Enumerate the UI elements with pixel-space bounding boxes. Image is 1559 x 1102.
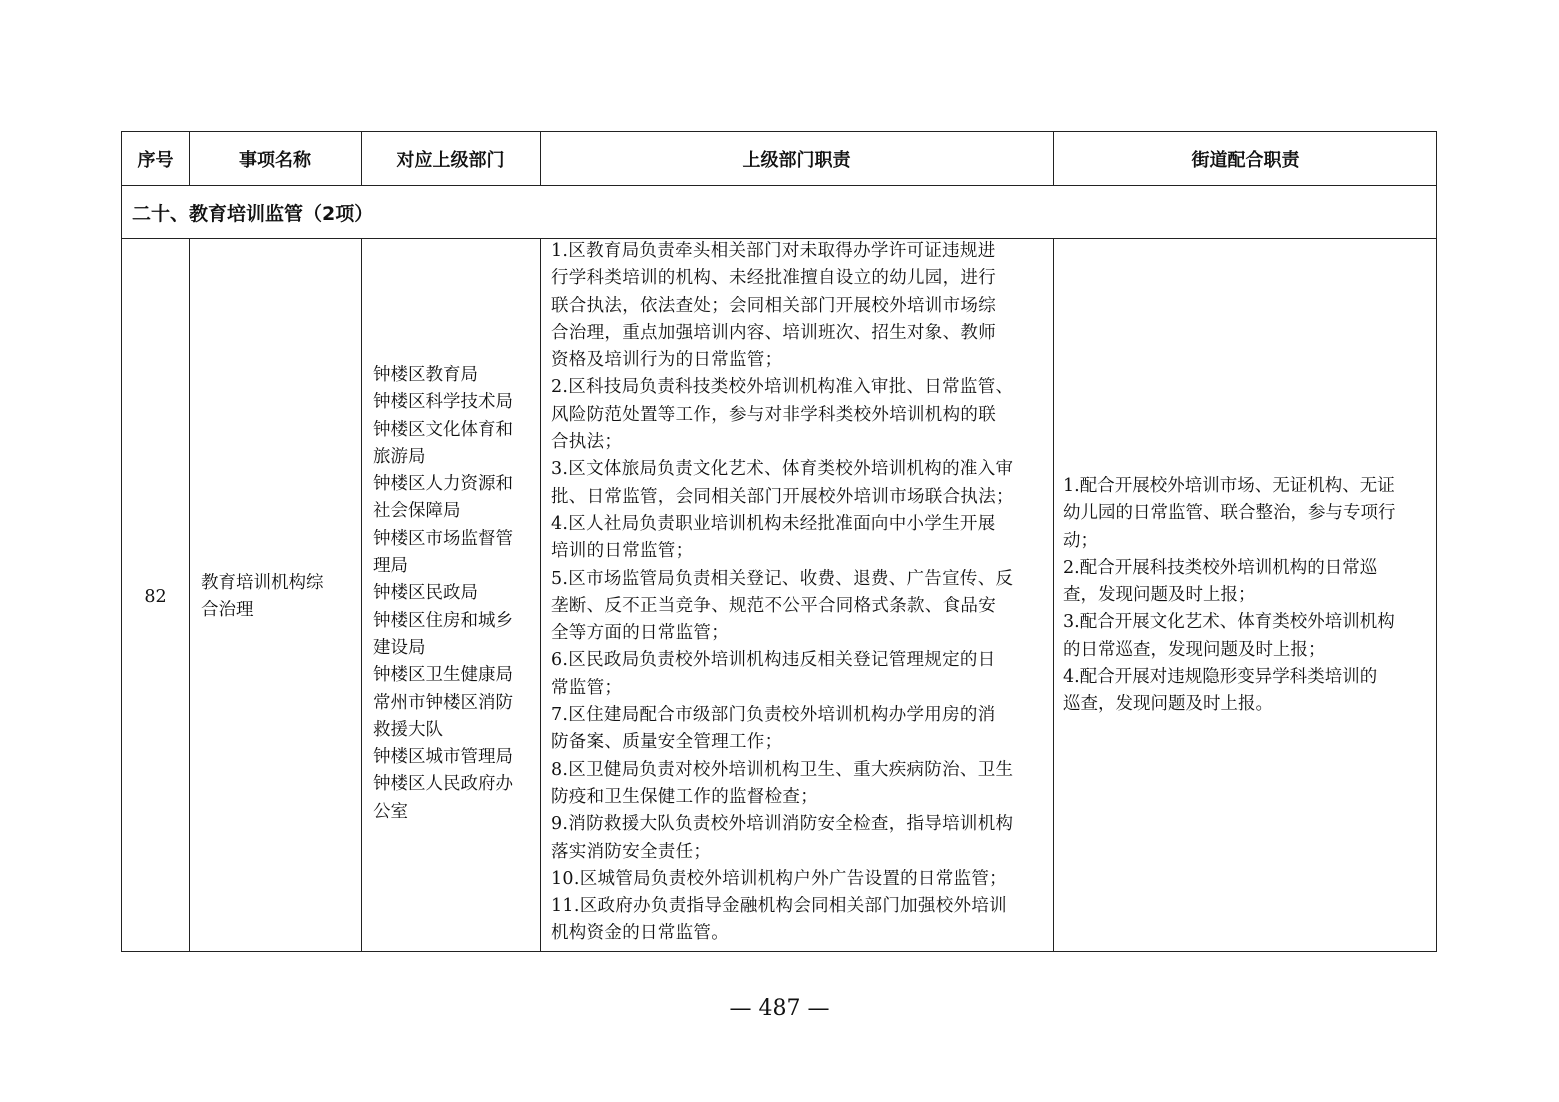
text-line: 防备案、质量安全管理工作；	[551, 732, 783, 753]
text-line: 落实消防安全责任；	[551, 841, 712, 862]
text-line: 常州市钟楼区消防	[373, 692, 513, 713]
text-line: 1.区教育局负责牵头相关部门对未取得办学许可证违规进	[551, 241, 996, 261]
header-street-duties: 街道配合职责	[1191, 150, 1300, 171]
text-line: 救援大队	[373, 719, 443, 740]
departments-list	[373, 362, 513, 826]
column-divider	[540, 239, 541, 951]
text-line: 巡查，发现问题及时上报。	[1063, 694, 1273, 715]
text-line: 钟楼区人力资源和	[373, 474, 513, 495]
text-line: 5.区市场监管局负责相关登记、收费、退费、广告宣传、反	[551, 568, 1014, 589]
text-line: 资格及培训行为的日常监管；	[551, 350, 783, 371]
text-line: 钟楼区文化体育和	[373, 419, 513, 440]
text-line: 10.区城管局负责校外培训机构户外广告设置的日常监管；	[551, 868, 1007, 889]
text-line: 全等方面的日常监管；	[551, 623, 729, 644]
text-line: 钟楼区城市管理局	[373, 747, 513, 768]
text-line: 的日常巡查，发现问题及时上报；	[1063, 639, 1326, 660]
text-line: 合治理，重点加强培训内容、培训班次、招生对象、教师	[551, 322, 996, 343]
text-line: 7.区住建局配合市级部门负责校外培训机构办学用房的消	[551, 705, 996, 726]
header-superior-duties: 上级部门职责	[742, 150, 851, 171]
text-line: 1.配合开展校外培训市场、无证机构、无证	[1063, 476, 1395, 496]
text-line: 2.配合开展科技类校外培训机构的日常巡	[1063, 557, 1378, 578]
text-line: 3.配合开展文化艺术、体育类校外培训机构	[1063, 612, 1395, 633]
street-duties-list	[1063, 473, 1396, 719]
text-line: 钟楼区民政局	[373, 583, 478, 604]
text-line: 钟楼区卫生健康局	[373, 665, 513, 686]
text-line: 钟楼区市场监督管	[373, 528, 513, 549]
text-line: 9.消防救援大队负责校外培训消防安全检查，指导培训机构	[551, 814, 1014, 835]
text-line: 11.区政府办负责指导金融机构会同相关部门加强校外培训	[551, 896, 1007, 917]
column-divider	[189, 132, 190, 951]
text-line: 8.区卫健局负责对校外培训机构卫生、重大疾病防治、卫生	[551, 759, 1014, 780]
text-line: 培训的日常监管；	[551, 541, 694, 562]
section-title: 二十、教育培训监管（2项）	[132, 203, 374, 225]
text-line: 幼儿园的日常监管、联合整治，参与专项行	[1063, 503, 1396, 524]
text-line: 公室	[373, 801, 408, 822]
text-line: 批、日常监管，会同相关部门开展校外培训市场联合执法；	[551, 486, 1014, 507]
text-line: 垄断、反不正当竞争、规范不公平合同格式条款、食品安	[551, 595, 996, 616]
text-line: 风险防范处置等工作，参与对非学科类校外培训机构的联	[551, 404, 996, 425]
text-line: 常监管；	[551, 677, 623, 698]
text-line: 钟楼区教育局	[373, 365, 478, 385]
text-line: 钟楼区科学技术局	[373, 392, 513, 413]
column-divider	[1053, 239, 1054, 951]
text-line: 机构资金的日常监管。	[551, 923, 729, 944]
text-line: 钟楼区住房和城乡	[373, 610, 513, 631]
row-number: 82	[144, 587, 167, 607]
text-line: 4.区人社局负责职业培训机构未经批准面向中小学生开展	[551, 513, 996, 534]
superior-duties-list	[551, 238, 1014, 948]
text-line: 防疫和卫生保健工作的监督检查；	[551, 786, 818, 807]
text-line: 联合执法，依法查处；会同相关部门开展校外培训市场综	[551, 295, 996, 316]
text-line: 合执法；	[551, 432, 623, 453]
header-item-name: 事项名称	[239, 150, 311, 171]
text-line: 4.配合开展对违规隐形变异学科类培训的	[1063, 667, 1378, 688]
item-name	[201, 570, 324, 625]
item-name-line: 合治理	[201, 600, 254, 621]
item-name-line: 教育培训机构综	[201, 573, 324, 593]
text-line: 行学科类培训的机构、未经批准擅自设立的幼儿园，进行	[551, 268, 996, 289]
column-divider	[361, 239, 362, 951]
text-line: 建设局	[373, 637, 426, 658]
text-line: 旅游局	[373, 446, 426, 467]
text-line: 理局	[373, 556, 408, 577]
header-number: 序号	[137, 150, 174, 171]
text-line: 动；	[1063, 530, 1098, 551]
text-line: 2.区科技局负责科技类校外培训机构准入审批、日常监管、	[551, 377, 1014, 398]
text-line: 钟楼区人民政府办	[373, 774, 513, 795]
header-department: 对应上级部门	[396, 150, 505, 171]
text-line: 6.区民政局负责校外培训机构违反相关登记管理规定的日	[551, 650, 996, 671]
page-number: — 487 —	[729, 996, 830, 1021]
duty-table	[121, 131, 1437, 952]
text-line: 3.区文体旅局负责文化艺术、体育类校外培训机构的准入审	[551, 459, 1014, 480]
text-line: 社会保障局	[373, 501, 461, 522]
text-line: 查，发现问题及时上报；	[1063, 585, 1256, 606]
